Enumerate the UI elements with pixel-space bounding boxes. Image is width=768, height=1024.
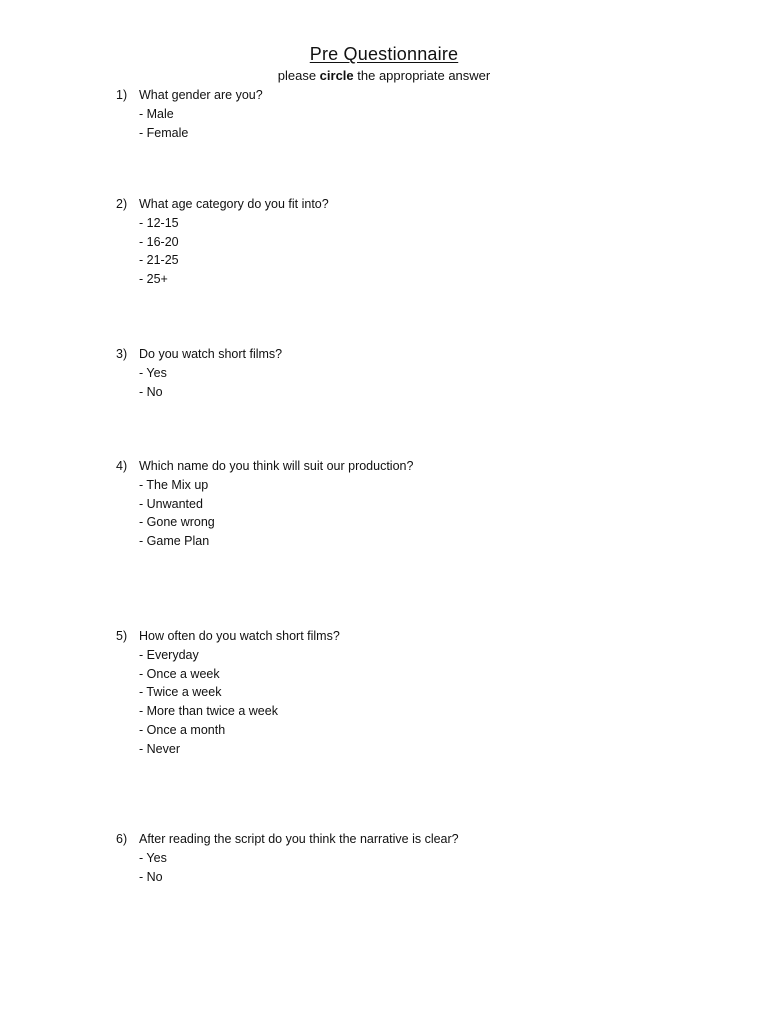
question-header xyxy=(116,345,736,364)
question-4 xyxy=(116,457,736,551)
answer-option[interactable]: - Everyday xyxy=(139,646,736,665)
answer-option[interactable]: - Yes xyxy=(139,849,736,868)
answer-option[interactable]: - Twice a week xyxy=(139,683,736,702)
question-header xyxy=(116,457,736,476)
answer-options xyxy=(116,364,736,402)
answer-options xyxy=(116,849,736,887)
question-text: How often do you watch short films? xyxy=(139,629,340,643)
answer-option[interactable]: - Game Plan xyxy=(139,532,736,551)
question-text: What age category do you fit into? xyxy=(139,197,329,211)
answer-option[interactable]: - Female xyxy=(139,124,736,143)
answer-option[interactable]: - Once a week xyxy=(139,665,736,684)
page-subtitle xyxy=(0,68,768,83)
answer-options xyxy=(116,476,736,551)
answer-option[interactable]: - More than twice a week xyxy=(139,702,736,721)
question-number: 1) xyxy=(116,88,128,102)
question-1 xyxy=(116,86,736,142)
answer-option[interactable]: - Never xyxy=(139,740,736,759)
answer-options xyxy=(116,646,736,759)
answer-option[interactable]: - Unwanted xyxy=(139,495,736,514)
question-3 xyxy=(116,345,736,401)
question-number: 3) xyxy=(116,347,128,361)
question-text: What gender are you? xyxy=(139,88,263,102)
answer-option[interactable]: - 25+ xyxy=(139,270,736,289)
question-text: After reading the script do you think the narrative is clear? xyxy=(139,832,459,846)
answer-option[interactable]: - Male xyxy=(139,105,736,124)
question-number: 4) xyxy=(116,459,128,473)
question-number: 2) xyxy=(116,197,128,211)
question-5 xyxy=(116,627,736,759)
page-title: Pre Questionnaire xyxy=(309,44,459,64)
answer-options xyxy=(116,214,736,289)
question-header xyxy=(116,830,736,849)
answer-option[interactable]: - Once a month xyxy=(139,721,736,740)
answer-option[interactable]: - 21-25 xyxy=(139,251,736,270)
question-2 xyxy=(116,195,736,289)
answer-option[interactable]: - Gone wrong xyxy=(139,513,736,532)
subtitle-emphasis: circle xyxy=(319,68,354,83)
question-6 xyxy=(116,830,736,886)
answer-option[interactable]: - 16-20 xyxy=(139,233,736,252)
question-number: 6) xyxy=(116,832,128,846)
question-header xyxy=(116,86,736,105)
answer-option[interactable]: - 12-15 xyxy=(139,214,736,233)
answer-option[interactable]: - Yes xyxy=(139,364,736,383)
answer-option[interactable]: - No xyxy=(139,868,736,887)
question-text: Do you watch short films? xyxy=(139,347,283,361)
answer-options xyxy=(116,105,736,143)
question-text: Which name do you think will suit our production? xyxy=(139,459,414,473)
answer-option[interactable]: - No xyxy=(139,383,736,402)
question-header xyxy=(116,195,736,214)
question-number: 5) xyxy=(116,629,128,643)
subtitle-suffix: the appropriate answer xyxy=(353,68,491,83)
question-header xyxy=(116,627,736,646)
subtitle-prefix: please xyxy=(277,68,320,83)
answer-option[interactable]: - The Mix up xyxy=(139,476,736,495)
